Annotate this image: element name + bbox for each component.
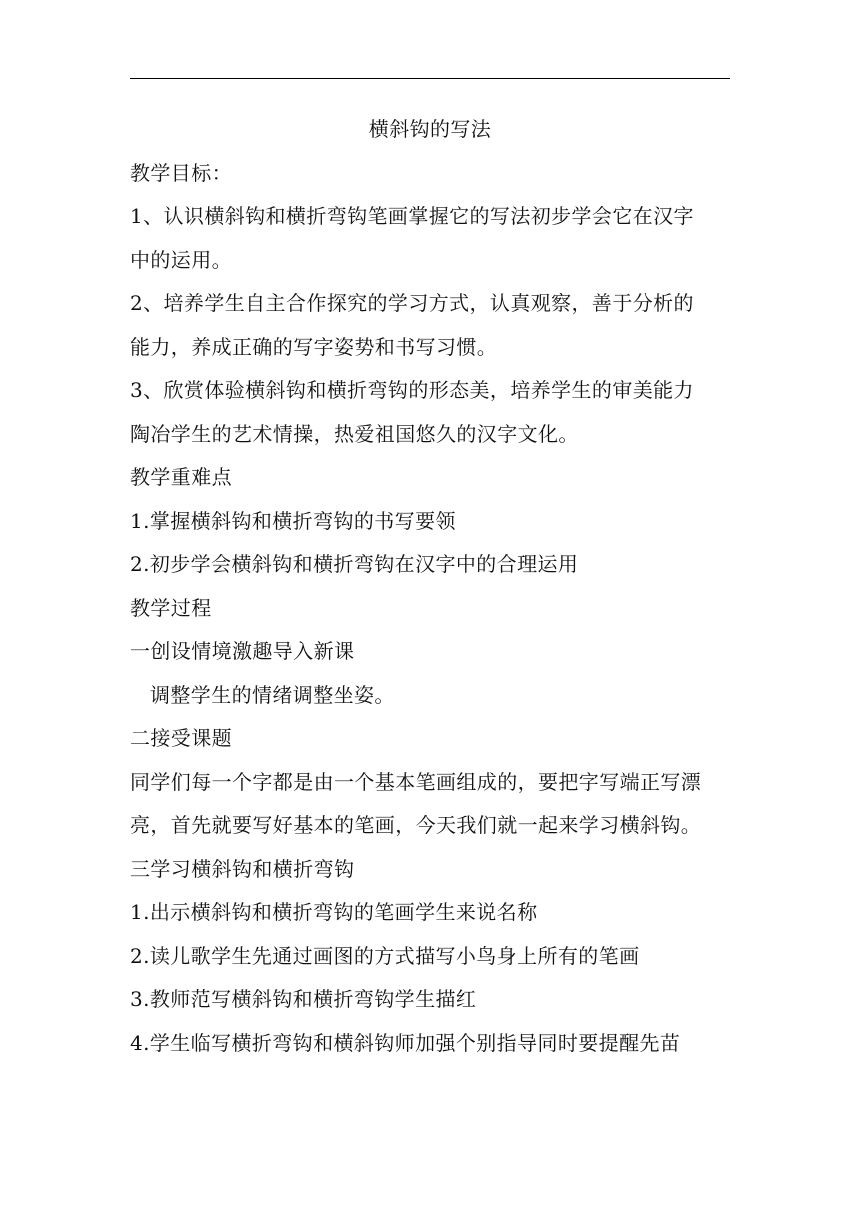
step-2-text-line-2: 亮，首先就要写好基本的笔画，今天我们就一起来学习横斜钩。 — [130, 813, 702, 837]
objective-3-line-2: 陶冶学生的艺术情操，热爱祖国悠久的汉字文化。 — [130, 421, 579, 446]
objective-2-line-1: 2、培养学生自主合作探究的学习方式，认真观察，善于分析的 — [130, 291, 694, 315]
document-body — [130, 108, 736, 1065]
objective-1-line-2: 中的运用。 — [130, 247, 232, 272]
step-3-item-4: 4.学生临写横折弯钩和横斜钩师加强个别指导同时要提醒先苗 — [130, 1030, 681, 1055]
section-heading-key-points: 教学重难点 — [130, 465, 232, 489]
key-point-2: 2.初步学会横斜钩和横折弯钩在汉字中的合理运用 — [130, 552, 579, 576]
objective-2-line-2: 能力，养成正确的写字姿势和书写习惯。 — [130, 334, 498, 359]
step-1-heading: 一创设情境激趣导入新课 — [130, 639, 355, 663]
step-3-item-1: 1.出示横斜钩和横折弯钩的笔画学生来说名称 — [130, 900, 538, 924]
objective-1-line-1: 1、认识横斜钩和横折弯钩笔画掌握它的写法初步学会它在汉字 — [130, 204, 694, 228]
step-3-heading: 三学习横斜钩和横折弯钩 — [130, 856, 355, 881]
step-1-text: 调整学生的情绪调整坐姿。 — [150, 682, 395, 707]
section-heading-objectives: 教学目标： — [130, 160, 232, 185]
document-title: 横斜钩的写法 — [368, 117, 492, 141]
step-2-heading: 二接受课题 — [130, 726, 232, 750]
objective-3-line-1: 3、欣赏体验横斜钩和横折弯钩的形态美，培养学生的审美能力 — [130, 378, 694, 402]
key-point-1: 1.掌握横斜钩和横折弯钩的书写要领 — [130, 508, 456, 533]
step-2-text-line-1: 同学们每一个字都是由一个基本笔画组成的，要把字写端正写漂 — [130, 769, 702, 794]
header-rule — [130, 78, 730, 79]
step-3-item-3: 3.教师范写横斜钩和横折弯钩学生描红 — [130, 987, 477, 1011]
step-3-item-2: 2.读儿歌学生先通过画图的方式描写小鸟身上所有的笔画 — [130, 943, 640, 968]
section-heading-process: 教学过程 — [130, 595, 212, 620]
